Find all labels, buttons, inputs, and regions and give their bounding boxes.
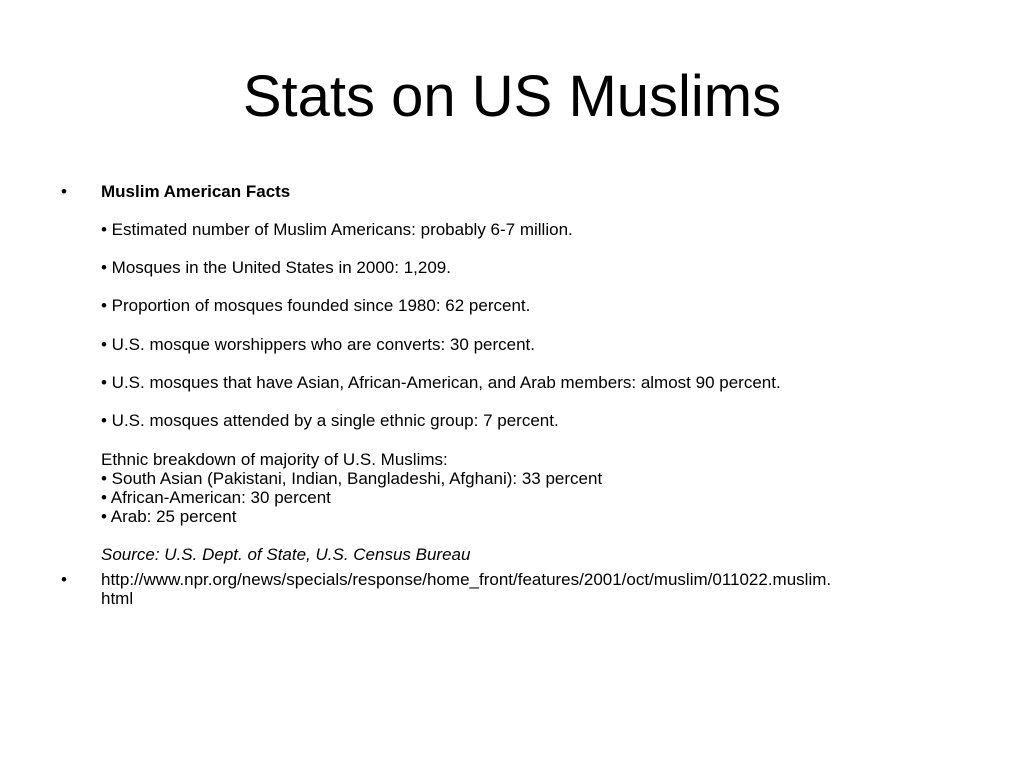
bullet-marker-1: • (61, 182, 67, 201)
ethnic-item: • South Asian (Pakistani, Indian, Bangladeshi, Afghani): 33 percent (101, 469, 603, 488)
facts-heading: Muslim American Facts (101, 182, 291, 201)
fact-item: • Proportion of mosques founded since 1980: 62 percent. (101, 296, 531, 315)
bullet-marker-2: • (61, 570, 67, 589)
fact-item: • Estimated number of Muslim Americans: probably 6-7 million. (101, 220, 573, 239)
npr-url-line-1[interactable]: http://www.npr.org/news/specials/response/home_front/features/2001/oct/muslim/011022.muslim. (101, 570, 832, 589)
fact-item: • U.S. mosques attended by a single ethnic group: 7 percent. (101, 411, 559, 430)
fact-item: • U.S. mosques that have Asian, African-American, and Arab members: almost 90 percent. (101, 373, 781, 392)
ethnic-breakdown-intro: Ethnic breakdown of majority of U.S. Muslims: (101, 450, 448, 469)
slide-title: Stats on US Muslims (242, 64, 782, 129)
npr-url-line-2[interactable]: html (101, 589, 134, 608)
fact-item: • U.S. mosque worshippers who are converts: 30 percent. (101, 335, 535, 354)
source-citation: Source: U.S. Dept. of State, U.S. Census Bureau (101, 545, 471, 564)
ethnic-item: • Arab: 25 percent (101, 507, 237, 526)
ethnic-item: • African-American: 30 percent (101, 488, 331, 507)
fact-item: • Mosques in the United States in 2000: 1,209. (101, 258, 451, 277)
